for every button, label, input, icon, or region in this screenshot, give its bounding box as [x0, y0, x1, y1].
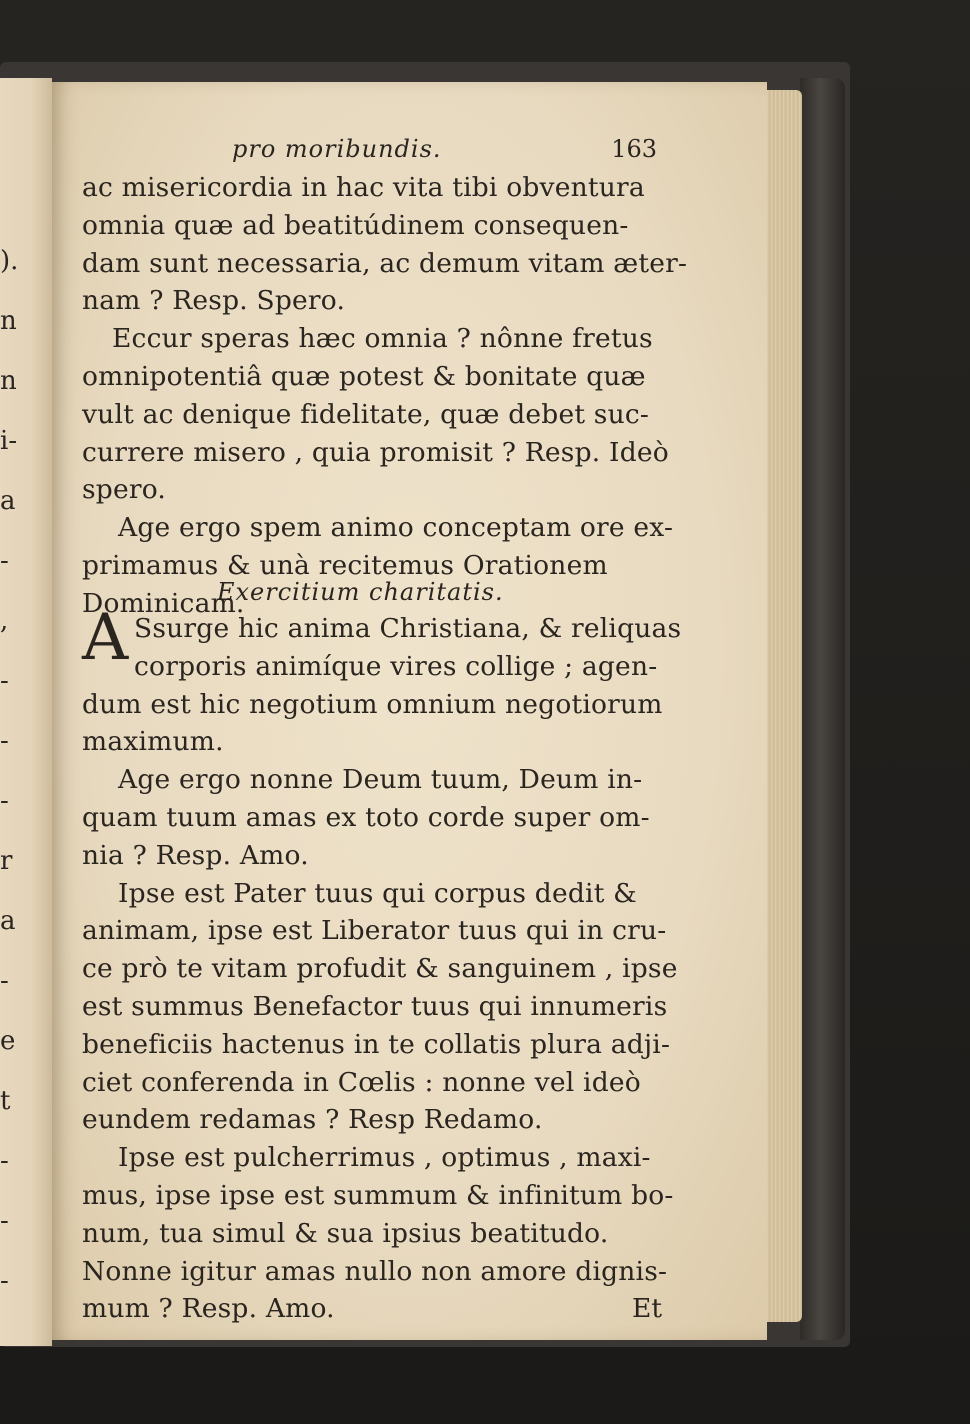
facing-text-fragment: n: [0, 306, 17, 336]
text-line: dam sunt necessaria, ac demum vitam æter-: [82, 247, 688, 279]
text-line: Nonne igitur amas nullo non amore dignis-: [82, 1255, 668, 1287]
text-line: eundem redamas ? Resp Redamo.: [82, 1104, 543, 1136]
facing-text-fragment: -: [0, 546, 9, 576]
text-line: ac misericordia in hac vita tibi obventura: [82, 172, 645, 203]
text-line: quam tuum amas ex toto corde super om-: [82, 802, 650, 833]
text-line: animam, ipse est Liberator tuus qui in cru-: [82, 915, 667, 947]
catchword: Et: [632, 1293, 662, 1325]
text-line: nam ? Resp. Spero.: [82, 285, 346, 317]
text-line: omnia quæ ad beatitúdinem consequen-: [82, 209, 629, 241]
text-line: Dominicam.: [82, 587, 245, 619]
facing-text-fragment: r: [0, 846, 13, 876]
text-line: ce prò te vitam profudit & sanguinem , ipse: [82, 953, 678, 985]
facing-text-fragment: -: [0, 1146, 9, 1176]
text-line: Age ergo nonne Deum tuum, Deum in-: [118, 764, 643, 796]
text-line: num, tua simul & sua ipsius beatitudo.: [82, 1217, 609, 1249]
text-line: spero.: [82, 474, 167, 506]
text-line: Age ergo spem animo conceptam ore ex-: [118, 512, 674, 544]
text-line: mum ? Resp. Amo.: [82, 1293, 335, 1325]
text-line: Eccur speras hæc omnia ? nônne fretus: [112, 323, 653, 355]
text-line: vult ac denique fidelitate, quæ debet suc-: [82, 398, 650, 430]
facing-text-fragment: ).: [0, 246, 19, 276]
running-head: [82, 135, 657, 175]
text-line: maximum.: [82, 726, 224, 758]
facing-text-fragment: n: [0, 366, 17, 396]
running-title: pro moribundis.: [232, 135, 442, 163]
facing-text-fragment: -: [0, 1266, 9, 1296]
text-line: dum est hic negotium omnium negotiorum: [82, 688, 663, 720]
text-line: est summus Benefactor tuus qui innumeris: [82, 991, 668, 1022]
facing-text-fragment: e: [0, 1026, 16, 1056]
text-line: Ssurge hic anima Christiana, & reliquas: [134, 613, 682, 644]
text-line: ciet conferenda in Cœlis : nonne vel ideò: [82, 1066, 641, 1098]
text-line: nia ? Resp. Amo.: [82, 839, 309, 871]
facing-text-fragment: i-: [0, 426, 18, 456]
cover-edge: [800, 78, 845, 1340]
facing-text-fragment: a: [0, 486, 16, 516]
facing-text-fragment: -: [0, 1206, 9, 1236]
text-line: currere misero , quia promisit ? Resp. Ideò: [82, 436, 669, 468]
facing-page: [0, 78, 52, 1346]
text-line: omnipotentiâ quæ potest & bonitate quæ: [82, 361, 646, 392]
facing-text-fragment: ,: [0, 606, 9, 636]
text-line: beneficiis hactenus in te collatis plura adji-: [82, 1028, 671, 1060]
section-title: Exercitium charitatis.: [217, 578, 504, 606]
text-line: mus, ipse ipse est summum & infinitum bo-: [82, 1180, 674, 1211]
facing-text-fragment: -: [0, 966, 9, 996]
facing-text-fragment: a: [0, 906, 16, 936]
page-number: 163: [611, 135, 657, 163]
text-line: Ipse est Pater tuus qui corpus dedit &: [118, 877, 637, 909]
text-line: primamus & unà recitemus Orationem: [82, 550, 608, 581]
facing-text-fragment: -: [0, 666, 9, 696]
facing-text-fragment: -: [0, 786, 9, 816]
text-line: corporis animíque vires collige ; agen-: [134, 650, 658, 682]
facing-text-fragment: t: [0, 1086, 11, 1116]
facing-text-fragment: -: [0, 726, 9, 756]
text-line: Ipse est pulcherrimus , optimus , maxi-: [118, 1142, 651, 1174]
drop-cap: A: [82, 601, 129, 675]
